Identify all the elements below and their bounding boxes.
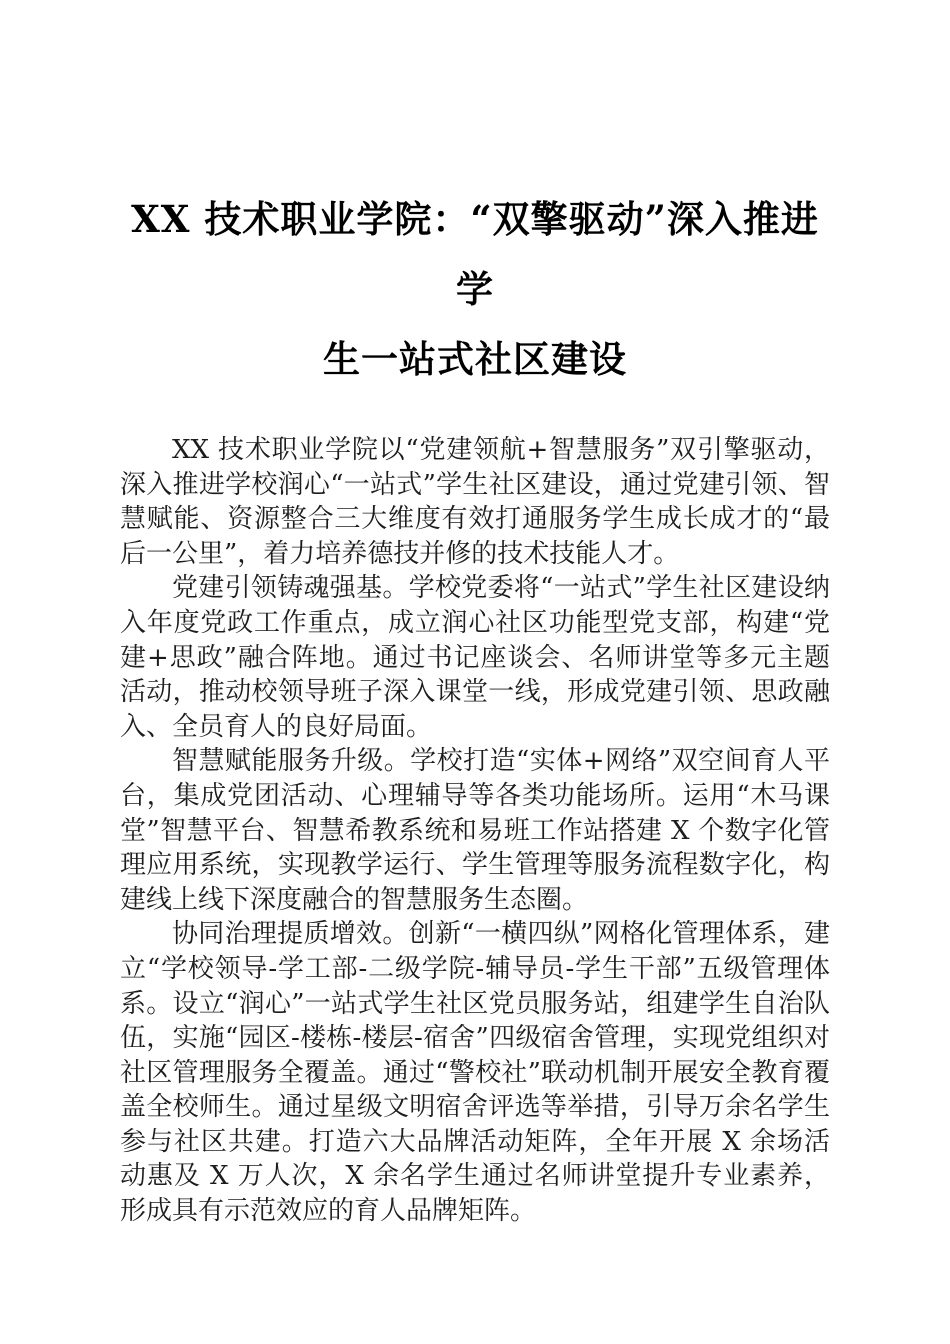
document-body <box>120 433 830 1229</box>
paragraph-smart-services: 智慧赋能服务升级。学校打造“实体+网络”双空间育人平台，集成党团活动、心理辅导等各类功能场所。运用“木马课堂”智慧平台、智慧希教系统和易班工作站搭建 X 个数字化管理应用系统，实现教学运行、学生管理等服务流程数字化，构建线上线下深度融合的智慧服务生态圈。 <box>120 746 830 915</box>
paragraph-party-building: 党建引领铸魂强基。学校党委将“一站式”学生社区建设纳入年度党政工作重点，成立润心社区功能型党支部，构建“党建+思政”融合阵地。通过书记座谈会、名师讲堂等多元主题活动，推动校领导班子深入课堂一线，形成党建引领、思政融入、全员育人的良好局面。 <box>120 573 830 742</box>
document-title <box>120 184 830 394</box>
document-title-line-1: XX 技术职业学院：“双擎驱动”深入推进学 <box>131 197 819 311</box>
paragraph-collaborative-governance: 协同治理提质增效。创新“一横四纵”网格化管理体系，建立“学校领导-学工部-二级学院-辅导员-学生干部”五级管理体系。设立“润心”一站式学生社区党员服务站，组建学生自治队伍，实施“园区-楼栋-楼层-宿舍”四级宿舍管理，实现党组织对社区管理服务全覆盖。通过“警校社”联动机制开展安全教育覆盖全校师生。通过星级文明宿舍评选等举措，引导万余名学生参与社区共建。打造六大品牌活动矩阵，全年开展 X 余场活动惠及 X 万人次，X 余名学生通过名师讲堂提升专业素养，形成具有示范效应的育人品牌矩阵。 <box>120 919 830 1227</box>
paragraph-intro: XX 技术职业学院以“党建领航+智慧服务”双引擎驱动，深入推进学校润心“一站式”学生社区建设，通过党建引领、智慧赋能、资源整合三大维度有效打通服务学生成长成才的“最后一公里”，着力培养德技并修的技术技能人才。 <box>120 435 830 569</box>
document-title-line-2: 生一站式社区建设 <box>323 337 627 381</box>
